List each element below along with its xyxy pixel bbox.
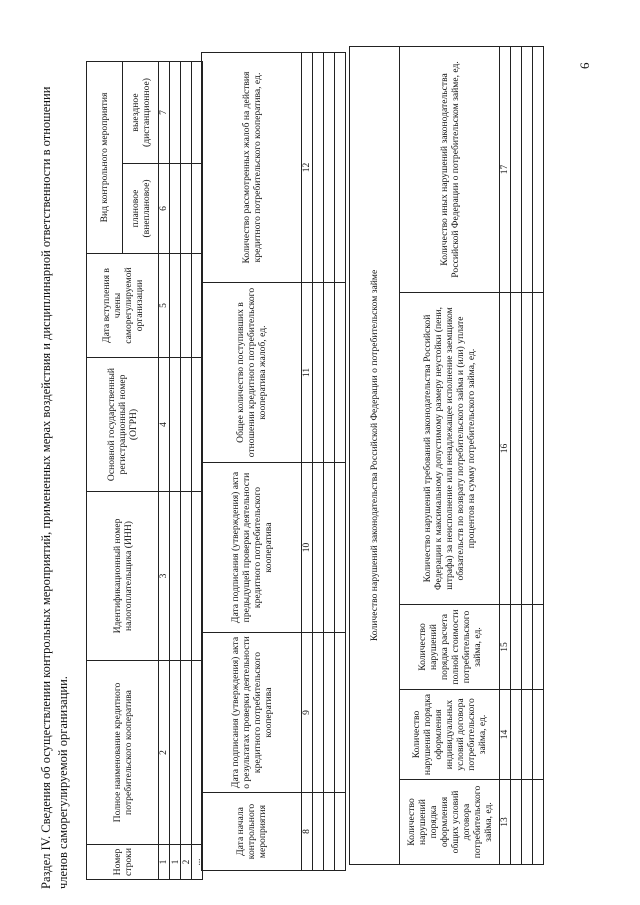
row-number: 2 [181,845,192,880]
empty-cell [522,780,533,865]
inspections-table [201,52,346,871]
column-number: 4 [159,358,170,492]
empty-cell [511,46,522,292]
empty-cell [170,254,181,358]
empty-cell [181,661,192,845]
column-number: 12 [302,53,313,283]
header-full-cost-violations: Количество нарушений порядка расчета полной стоимости потребительского займа, ед. [400,605,500,690]
column-number: 2 [159,661,170,845]
column-number: 8 [302,793,313,871]
empty-cell [313,53,324,283]
header-penalty-violations: Количество нарушений требований законодательства Российской Федерации к максимальному допустимому размеру неустойки (пени, штрафа) за неисполнение или ненадлежащее исполнение заемщиком обязательств по возврату потребительского займа и (или) уплате процентов на сумму потребительского займа, ед. [400,293,500,605]
header-inn: Идентификационный номер налогоплательщика (ИНН) [87,492,159,661]
column-number: 9 [302,633,313,793]
empty-cell [313,633,324,793]
empty-cell [324,463,335,633]
empty-cell [170,492,181,661]
header-control-type: Вид контрольного мероприятия [87,61,123,253]
column-number: 5 [159,254,170,358]
empty-cell [181,61,192,163]
empty-cell [181,358,192,492]
header-cooperative-name: Полное наименование кредитного потребительского кооператива [87,661,159,845]
empty-cell [313,793,324,871]
header-act-date: Дата подписания (утверждения) акта о результатах проверки деятельности кредитного потребительского кооператива [202,633,302,793]
column-number: 14 [500,690,511,780]
empty-cell [533,46,544,292]
empty-cell [533,690,544,780]
empty-cell [170,661,181,845]
members-table [86,61,203,880]
empty-cell [181,492,192,661]
empty-cell [522,690,533,780]
empty-cell [170,164,181,254]
header-general-terms-violations: Количество нарушений порядка оформления общих условий договора потребительского займа, ед. [400,780,500,865]
empty-cell [511,293,522,605]
header-previous-act-date: Дата подписания (утверждения) акта предыдущей проверки деятельности кредитного потребительского кооператива [202,463,302,633]
section-title: Раздел IV. Сведения об осуществлении контрольных мероприятий, примененных мерах воздействия и дисциплинарной ответственности в отношении членов саморегулируемой организации. [39,86,70,889]
header-violations-group: Количество нарушений законодательства Российской Федерации о потребительском займе [350,46,400,864]
header-planned: плановое (внеплановое) [123,164,159,254]
header-ogrn: Основной государственный регистрационный номер (ОГРН) [87,358,159,492]
column-number: 16 [500,293,511,605]
empty-cell [335,633,346,793]
column-number: 6 [159,164,170,254]
header-onsite: выездное (дистанционное) [123,61,159,163]
empty-cell [522,293,533,605]
empty-cell [324,633,335,793]
column-number: 13 [500,780,511,865]
empty-cell [511,780,522,865]
page-number: 6 [577,62,592,69]
empty-cell [324,53,335,283]
empty-cell [335,53,346,283]
header-complaints-total: Общее количество поступивших в отношении кредитного потребительского кооператива жалоб, ед. [202,283,302,463]
empty-cell [181,164,192,254]
empty-cell [181,254,192,358]
empty-cell [522,46,533,292]
empty-cell [335,793,346,871]
row-number: ... [192,845,203,880]
column-number: 3 [159,492,170,661]
column-number: 10 [302,463,313,633]
empty-cell [335,463,346,633]
empty-cell [313,283,324,463]
column-number: 7 [159,61,170,163]
empty-cell [324,283,335,463]
empty-cell [533,605,544,690]
column-number: 17 [500,46,511,292]
empty-cell [324,793,335,871]
header-row-number: Номер строки [87,845,159,880]
column-number: 11 [302,283,313,463]
row-number: 1 [170,845,181,880]
header-control-start-date: Дата начала контрольного мероприятия [202,793,302,871]
empty-cell [335,283,346,463]
empty-cell [533,293,544,605]
violations-table [349,46,544,865]
empty-cell [170,358,181,492]
empty-cell [170,61,181,163]
header-complaints-reviewed: Количество рассмотренных жалоб на действия кредитного потребительского кооператива, ед. [202,53,302,283]
column-number: 1 [159,845,170,880]
empty-cell [511,605,522,690]
column-number: 15 [500,605,511,690]
empty-cell [511,690,522,780]
empty-cell [313,463,324,633]
header-other-violations: Количество иных нарушений законодательства Российской Федерации о потребительском займе, ед. [400,46,500,292]
header-membership-date: Дата вступления в члены саморегулируемой организации [87,254,159,358]
empty-cell [533,780,544,865]
header-individual-terms-violations: Количество нарушений порядка оформления индивидуальных условий договора потребительского займа, ед. [400,690,500,780]
empty-cell [522,605,533,690]
